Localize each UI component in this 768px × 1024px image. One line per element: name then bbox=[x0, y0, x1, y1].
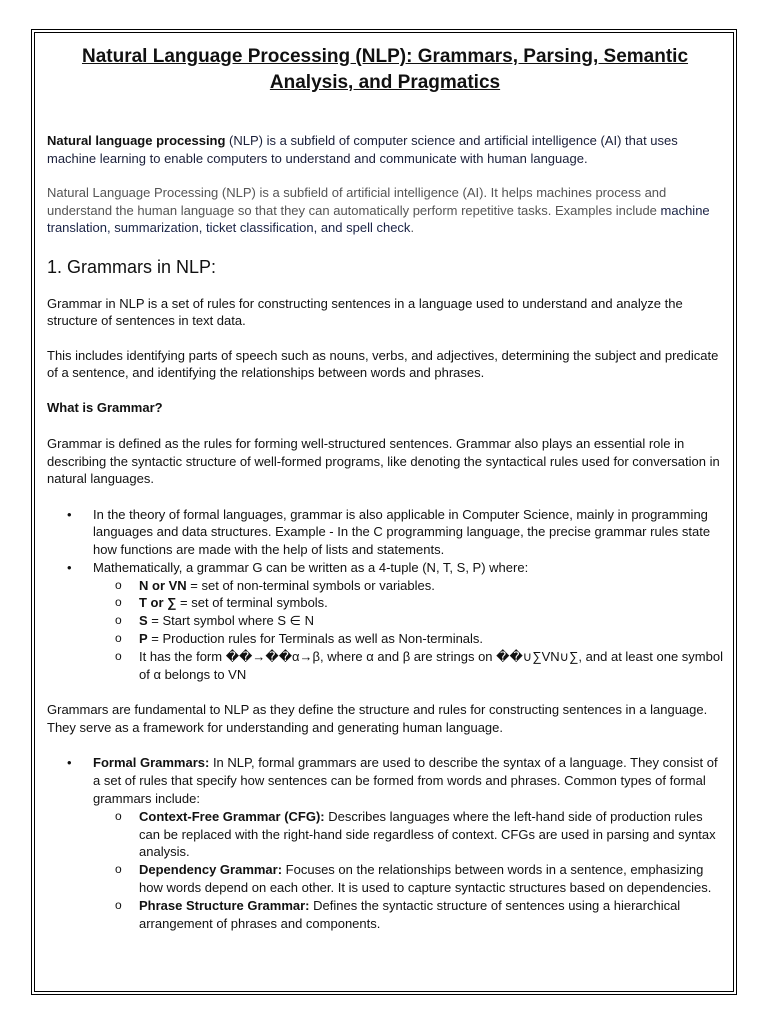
sublist-item bbox=[93, 808, 723, 861]
list-item-text: In the theory of formal languages, grammar is also applicable in Computer Science, mainly in programming languages and data structures. Example - In the C programming language, the precise grammar rules state how functions are made with the help of lists and statements. bbox=[93, 506, 711, 558]
bullet-marker: • bbox=[67, 755, 72, 771]
sublist-item bbox=[93, 594, 723, 612]
sub-marker: o bbox=[115, 595, 122, 610]
sub-marker: o bbox=[115, 897, 122, 912]
intro2-text: Natural Language Processing (NLP) is a subfield of artificial intelligence (AI). It helps machines process and understand the human language so that they can automatically perform repetitive tasks. Examples include bbox=[47, 185, 667, 218]
sublist-text: = set of non-terminal symbols or variables. bbox=[186, 577, 435, 593]
document-title: Natural Language Processing (NLP): Grammars, Parsing, Semantic Analysis, and Pragmatics bbox=[81, 46, 689, 93]
sublist-label: S bbox=[139, 613, 148, 629]
intro2-paragraph bbox=[47, 184, 723, 237]
sublist-text: = Start symbol where S ∈ N bbox=[147, 613, 314, 629]
section-heading: 1. Grammars in NLP: bbox=[47, 256, 217, 277]
sublist-item bbox=[93, 648, 723, 684]
sub-marker: o bbox=[115, 631, 122, 646]
grammar-bullet-list bbox=[47, 506, 723, 684]
bullet-marker: • bbox=[67, 506, 72, 522]
grammars-fundamental-paragraph: Grammars are fundamental to NLP as they define the structure and rules for constructing sentences in a language. They serve as a framework for understanding and generating human language. bbox=[47, 702, 708, 735]
sublist-text: = set of terminal symbols. bbox=[176, 595, 328, 611]
intro2-end: . bbox=[410, 220, 415, 235]
sublist-text: Defines the syntactic structure of sentences using a hierarchical arrangement of phrases and components. bbox=[139, 897, 681, 931]
intro-text: (NLP) is a subfield of computer science and artificial intelligence (AI) that uses machine learning to enable computers to understand and communicate with human language. bbox=[47, 133, 678, 166]
grammar-parts-paragraph: This includes identifying parts of speech such as nouns, verbs, and adjectives, determining the subject and predicate of a sentence, and identifying the relationships between words and phrases. bbox=[47, 347, 719, 380]
list-item bbox=[47, 754, 723, 932]
sublist-label: Context-Free Grammar (CFG): bbox=[139, 808, 325, 824]
formal-grammars-label: Formal Grammars: bbox=[93, 755, 210, 771]
document-body bbox=[47, 44, 723, 932]
sub-marker: o bbox=[115, 808, 122, 823]
sublist-item bbox=[93, 612, 723, 630]
sub-marker: o bbox=[115, 613, 122, 628]
sublist-label: Dependency Grammar: bbox=[139, 862, 283, 878]
sublist-text: Focuses on the relationships between words in a sentence, emphasizing how words depend on each other. It is used to capture syntactic structures based on dependencies. bbox=[139, 862, 712, 896]
examples-link[interactable]: machine translation, summarization, ticket classification, and spell check bbox=[47, 202, 710, 235]
sublist-text: It has the form ��→��α→β, where α and β are strings on ��∪∑VN∪∑, and at least one symbol of α belongs to VN bbox=[139, 648, 723, 682]
sublist-label: P bbox=[139, 631, 148, 647]
sublist-label: N or VN bbox=[139, 577, 187, 593]
formal-grammars-text: In NLP, formal grammars are used to describe the syntax of a language. They consist of a set of rules that specify how sentences can be formed from words and phrases. Common types of formal grammars include: bbox=[93, 755, 718, 807]
formal-grammar-sublist bbox=[93, 808, 723, 933]
grammar-definition-paragraph: Grammar in NLP is a set of rules for constructing sentences in a language used to understand and analyze the structure of sentences in text data. bbox=[47, 295, 683, 328]
sublist-item bbox=[93, 897, 723, 933]
sub-marker: o bbox=[115, 577, 122, 592]
sublist-label: T or ∑ bbox=[139, 595, 177, 611]
grammar-rules-paragraph: Grammar is defined as the rules for forming well-structured sentences. Grammar also plays an essential role in describing the syntactic structure of well-formed programs, like denoting the syntactical rules used for conversation in natural languages. bbox=[47, 436, 720, 486]
sublist-item bbox=[93, 577, 723, 595]
sublist-text: Describes languages where the left-hand side of production rules can be replaced with the right-hand side regardless of context. CFGs are used in parsing and syntax analysis. bbox=[139, 808, 716, 860]
sub-marker: o bbox=[115, 648, 122, 663]
formal-grammar-list bbox=[47, 754, 723, 932]
sub-marker: o bbox=[115, 862, 122, 877]
sublist-item bbox=[93, 630, 723, 648]
bullet-marker: • bbox=[67, 559, 72, 575]
intro-paragraph bbox=[47, 132, 723, 167]
list-item bbox=[47, 506, 723, 559]
intro-bold-term: Natural language processing bbox=[47, 133, 226, 148]
list-item bbox=[47, 559, 723, 684]
what-is-grammar-heading: What is Grammar? bbox=[47, 399, 163, 415]
tuple-sublist bbox=[93, 577, 723, 684]
sublist-text: = Production rules for Terminals as well as Non-terminals. bbox=[147, 631, 484, 647]
sublist-item bbox=[93, 861, 723, 897]
sublist-label: Phrase Structure Grammar: bbox=[139, 897, 310, 913]
list-item-text: Mathematically, a grammar G can be written as a 4-tuple (N, T, S, P) where: bbox=[93, 559, 529, 575]
